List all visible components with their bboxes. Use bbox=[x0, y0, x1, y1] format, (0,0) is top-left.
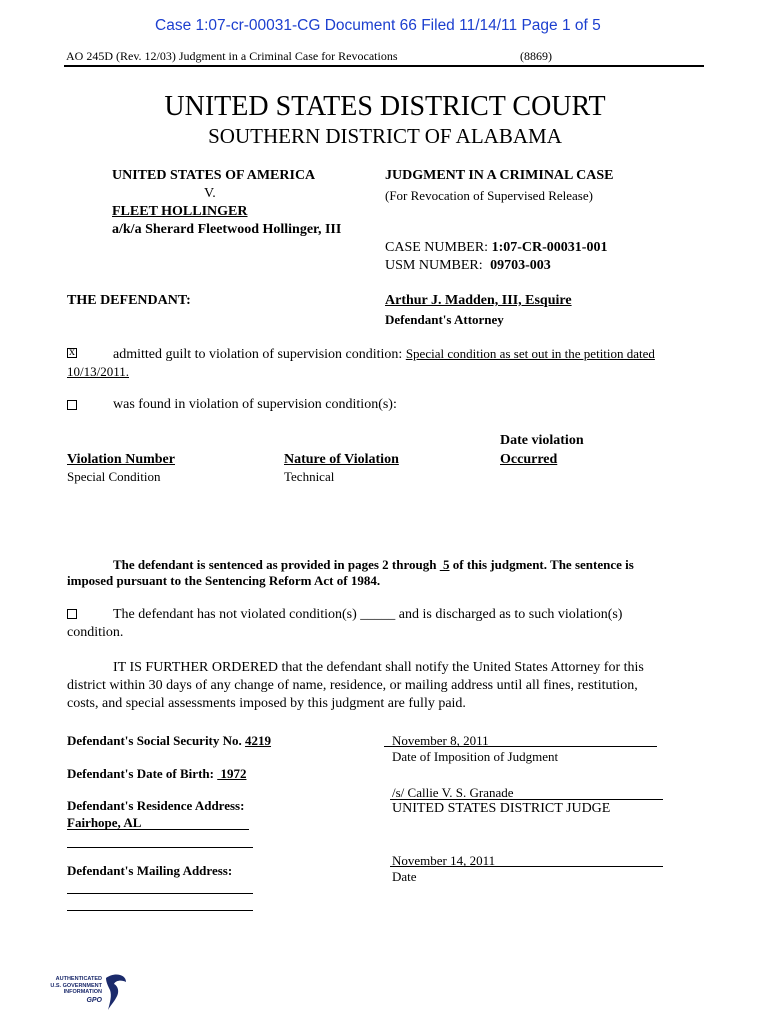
date-label: Date bbox=[392, 869, 417, 884]
header-rule bbox=[64, 65, 704, 67]
sentence-line1 bbox=[113, 557, 634, 573]
col-date-line2: Occurred bbox=[500, 452, 558, 467]
row-nature: Technical bbox=[284, 469, 335, 484]
dob-line bbox=[67, 766, 246, 782]
ssn-value: 4219 bbox=[245, 733, 272, 748]
case-number bbox=[385, 240, 607, 256]
court-name: UNITED STATES DISTRICT COURT bbox=[164, 91, 606, 122]
dob-value bbox=[217, 766, 246, 781]
judge-signature: /s/ Callie V. S. Granade bbox=[392, 785, 514, 800]
judge-title: UNITED STATES DISTRICT JUDGE bbox=[392, 801, 611, 816]
attorney-label: Defendant's Attorney bbox=[385, 312, 504, 327]
col-violation-number: Violation Number bbox=[67, 452, 175, 467]
imposition-date-line bbox=[384, 746, 657, 747]
sentence-text-a: The defendant is sentenced as provided in pages 2 through bbox=[113, 557, 437, 572]
versus: V. bbox=[204, 186, 216, 201]
mailing-line2 bbox=[67, 910, 253, 911]
admitted-date: 10/13/2011. bbox=[67, 364, 129, 379]
dob-label: Defendant's Date of Birth: bbox=[67, 766, 214, 781]
defendant-aka: a/k/a Sherard Fleetwood Hollinger, III bbox=[112, 222, 342, 237]
judgment-title: JUDGMENT IN A CRIMINAL CASE bbox=[385, 168, 614, 183]
sentence-pages bbox=[440, 557, 450, 572]
ordered-line2: district within 30 days of any change of name, residence, or mailing address until all fines, restitution, bbox=[67, 678, 638, 693]
sentence-text-b: of this judgment. The sentence is bbox=[452, 557, 634, 572]
ssn-label: Defendant's Social Security No. bbox=[67, 733, 242, 748]
defendant-name: FLEET HOLLINGER bbox=[112, 204, 248, 219]
mailing-label: Defendant's Mailing Address: bbox=[67, 863, 233, 878]
not-violated-checkbox[interactable] bbox=[67, 609, 77, 619]
ordered-line1: IT IS FURTHER ORDERED that the defendant shall notify the United States Attorney for this bbox=[113, 660, 644, 675]
dob-value-text: 1972 bbox=[220, 766, 247, 781]
admitted-detail: Special condition as set out in the petition dated bbox=[405, 346, 655, 361]
gpo-line3: INFORMATION bbox=[63, 989, 102, 995]
ssn-line bbox=[67, 733, 271, 749]
signed-date: November 14, 2011 bbox=[392, 853, 496, 868]
ecf-header: Case 1:07-cr-00031-CG Document 66 Filed 11/14/11 Page 1 of 5 bbox=[155, 17, 601, 34]
found-checkbox[interactable] bbox=[67, 400, 77, 410]
form-code: AO 245D (Rev. 12/03) Judgment in a Criminal Case for Revocations bbox=[66, 49, 398, 63]
residence-line2 bbox=[67, 847, 253, 848]
imposition-date: November 8, 2011 bbox=[392, 733, 489, 748]
residence-underline bbox=[67, 829, 249, 830]
admitted-checkbox[interactable] bbox=[67, 344, 77, 358]
signed-date-line bbox=[390, 866, 663, 867]
ordered-line3: costs, and special assessments imposed by this judgment are fully paid. bbox=[67, 696, 466, 711]
col-nature: Nature of Violation bbox=[284, 452, 399, 467]
gpo-line1: AUTHENTICATED bbox=[55, 976, 102, 982]
the-defendant-label: THE DEFENDANT: bbox=[67, 293, 191, 308]
usm-number-value: 09703-003 bbox=[490, 258, 551, 273]
sentence-pages-value: 5 bbox=[443, 557, 450, 572]
judge-signature-line bbox=[390, 799, 663, 800]
residence-value: Fairhope, AL bbox=[67, 815, 142, 830]
not-violated-line2: condition. bbox=[67, 625, 124, 640]
gpo-line2: U.S. GOVERNMENT bbox=[50, 982, 102, 989]
found-text: was found in violation of supervision condition(s): bbox=[113, 397, 397, 412]
case-number-label: CASE NUMBER: bbox=[385, 240, 489, 255]
usm-number-label: USM NUMBER: bbox=[385, 258, 483, 273]
not-violated-line1: The defendant has not violated condition(s) _____ and is discharged as to such violation(s) bbox=[113, 607, 623, 622]
col-date-line1: Date violation bbox=[500, 433, 584, 448]
form-number: (8869) bbox=[520, 49, 552, 63]
residence-label: Defendant's Residence Address: bbox=[67, 798, 245, 813]
sentence-line2: imposed pursuant to the Sentencing Reform Act of 1984. bbox=[67, 573, 381, 588]
usm-number bbox=[385, 258, 551, 274]
judgment-subtitle: (For Revocation of Supervised Release) bbox=[385, 188, 593, 203]
row-violation-number: Special Condition bbox=[67, 469, 161, 484]
attorney-name: Arthur J. Madden, III, Esquire bbox=[385, 293, 572, 308]
admitted-line bbox=[113, 346, 655, 363]
plaintiff: UNITED STATES OF AMERICA bbox=[112, 168, 316, 183]
gpo-mark: GPO bbox=[86, 996, 102, 1004]
mailing-line1 bbox=[67, 893, 253, 894]
eagle-icon bbox=[102, 972, 130, 1012]
admitted-text: admitted guilt to violation of supervision condition: bbox=[113, 347, 403, 362]
case-number-value: 1:07-CR-00031-001 bbox=[491, 240, 608, 255]
admitted-check-mark: x bbox=[69, 344, 75, 358]
imposition-label: Date of Imposition of Judgment bbox=[392, 749, 559, 764]
gpo-seal bbox=[44, 972, 134, 1016]
court-district: SOUTHERN DISTRICT OF ALABAMA bbox=[208, 124, 562, 148]
